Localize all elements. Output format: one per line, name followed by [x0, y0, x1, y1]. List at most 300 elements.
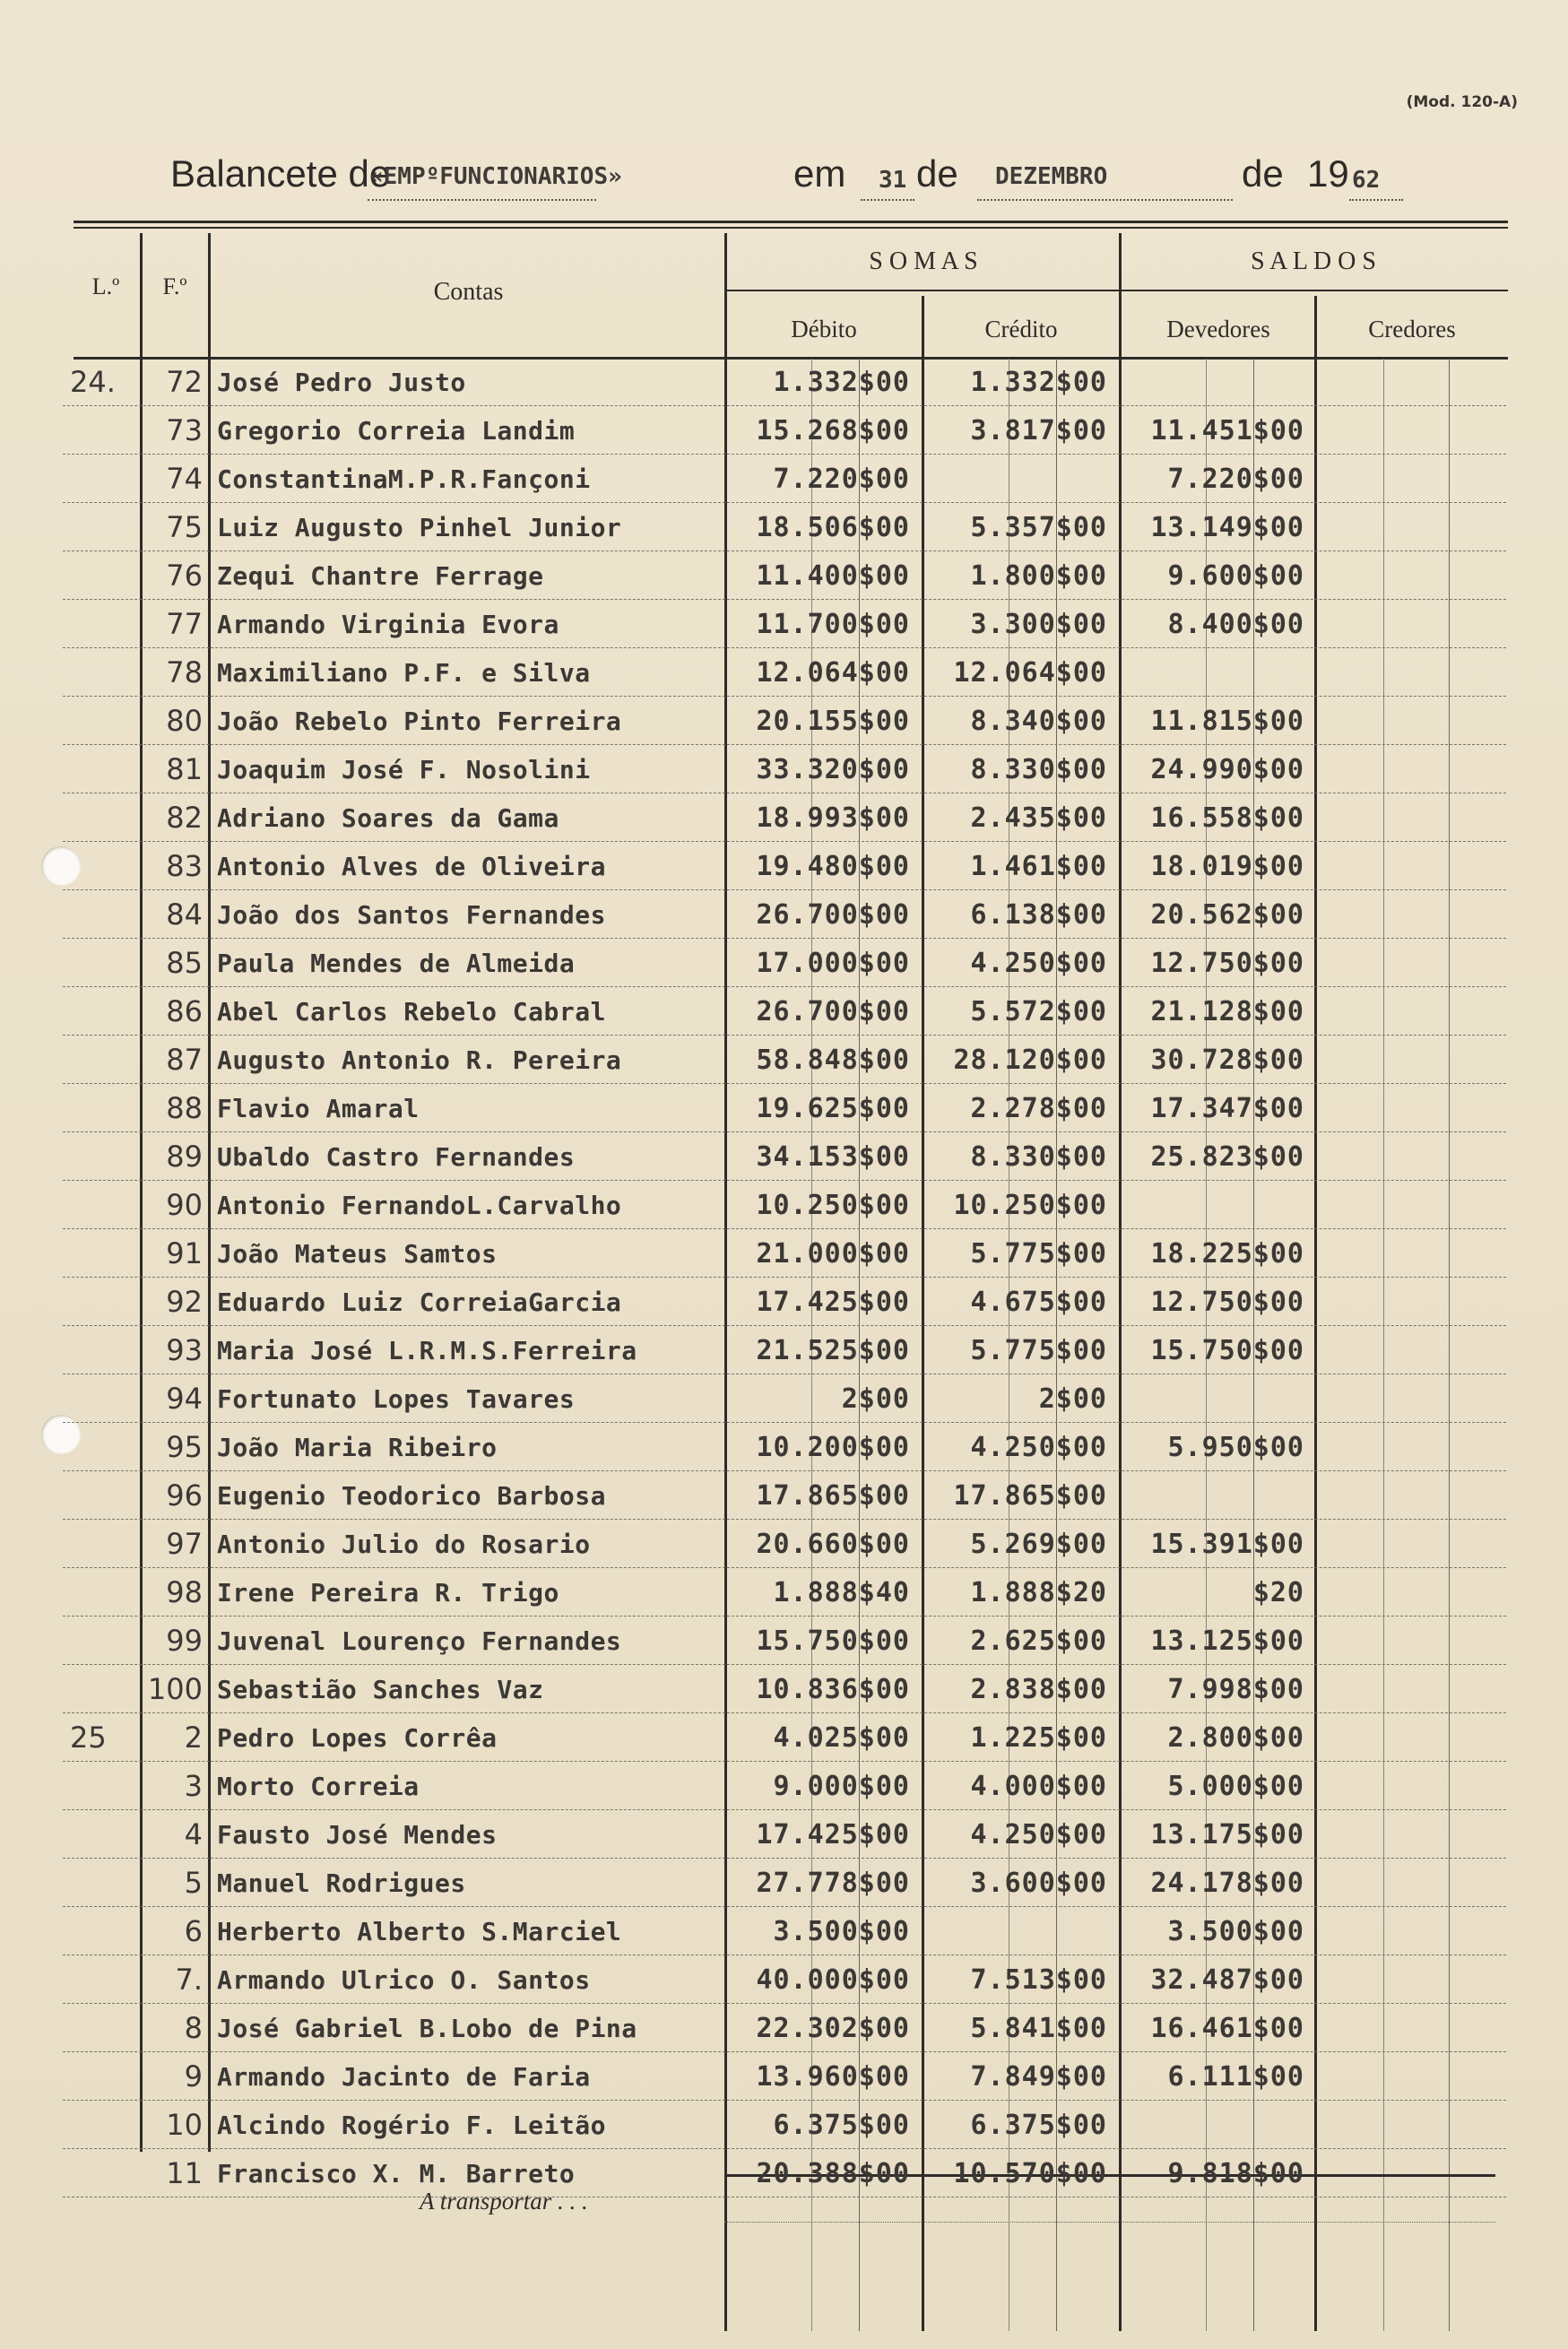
row-account-name: Morto Correia [217, 1772, 420, 1801]
row-livro [70, 940, 142, 987]
row-livro [70, 2102, 142, 2149]
account-name: «EMPºFUNCIONARIOS» [369, 163, 622, 190]
row-livro [70, 1085, 142, 1132]
col-devedores: Devedores [1166, 316, 1270, 342]
row-livro [70, 1859, 142, 1907]
row-rule [63, 889, 1506, 890]
ledger-row [0, 504, 1568, 551]
row-devedores: 6.111$00 [1167, 2061, 1304, 2093]
row-devedores: 32.487$00 [1150, 1964, 1304, 1996]
row-account-name: Juvenal Lourenço Fernandes [217, 1626, 622, 1656]
row-folha: 11 [166, 2156, 203, 2190]
row-credito: 1.332$00 [970, 367, 1107, 398]
row-folha: 94 [166, 1382, 203, 1416]
row-rule [63, 938, 1506, 939]
col-livro: L.º [91, 273, 120, 299]
ledger-row [0, 407, 1568, 455]
row-account-name: Eduardo Luiz CorreiaGarcia [217, 1287, 622, 1317]
row-folha: 73 [166, 413, 203, 447]
row-credito: 1.888$20 [970, 1577, 1107, 1608]
row-credito: 4.250$00 [970, 1819, 1107, 1851]
row-credito: 5.357$00 [970, 512, 1107, 543]
row-livro [70, 891, 142, 939]
row-debito: 26.700$00 [756, 996, 910, 1027]
row-debito: 1.888$40 [773, 1577, 910, 1608]
row-debito: 11.400$00 [756, 560, 910, 592]
row-devedores: 3.500$00 [1167, 1916, 1304, 1947]
row-folha: 82 [166, 801, 203, 835]
ledger-row [0, 794, 1568, 842]
row-account-name: Manuel Rodrigues [217, 1868, 466, 1898]
row-credito: 6.375$00 [970, 2110, 1107, 2141]
row-livro [70, 1763, 142, 1810]
row-account-name: José Pedro Justo [217, 368, 466, 397]
row-rule [63, 1131, 1506, 1132]
row-account-name: Francisco X. M. Barreto [217, 2159, 576, 2189]
row-rule [63, 2148, 1506, 2149]
row-debito: 4.025$00 [773, 1722, 910, 1754]
row-livro [70, 1617, 142, 1665]
ledger-row [0, 940, 1568, 987]
row-debito: 58.848$00 [756, 1044, 910, 1076]
row-folha: 86 [166, 994, 203, 1028]
form-code: (Mod. 120-A) [1406, 93, 1518, 111]
sheet-title [170, 152, 1425, 206]
row-account-name: Ubaldo Castro Fernandes [217, 1142, 576, 1172]
row-devedores: 9.818$00 [1167, 2158, 1304, 2189]
row-devedores: $20 [1252, 1577, 1304, 1608]
row-folha: 88 [166, 1091, 203, 1125]
row-livro [70, 1472, 142, 1520]
row-devedores: 12.750$00 [1150, 948, 1304, 979]
row-credito: 8.340$00 [970, 706, 1107, 737]
row-account-name: Adriano Soares da Gama [217, 803, 559, 833]
row-livro [70, 1956, 142, 2004]
row-devedores: 7.220$00 [1167, 464, 1304, 495]
col-somas: S O M A S [869, 247, 978, 275]
row-devedores: 13.149$00 [1150, 512, 1304, 543]
row-devedores: 21.128$00 [1150, 996, 1304, 1027]
ledger-row [0, 649, 1568, 697]
ledger-row [0, 988, 1568, 1036]
row-livro [70, 1569, 142, 1617]
row-debito: 13.960$00 [756, 2061, 910, 2093]
row-rule [63, 405, 1506, 406]
row-account-name: João Maria Ribeiro [217, 1433, 498, 1462]
row-devedores [1125, 359, 1304, 406]
row-debito: 2$00 [841, 1383, 910, 1415]
row-rule [63, 2051, 1506, 2052]
row-credito: 4.250$00 [970, 948, 1107, 979]
ledger-row [0, 552, 1568, 600]
row-debito: 17.000$00 [756, 948, 910, 979]
row-credito: 5.775$00 [970, 1238, 1107, 1270]
row-devedores: 20.562$00 [1150, 899, 1304, 931]
row-livro [70, 1666, 142, 1713]
ledger-row [0, 746, 1568, 793]
transport-label: A transportar . . . [420, 2188, 588, 2215]
row-credito: 5.269$00 [970, 1529, 1107, 1560]
row-rule [63, 1712, 1506, 1713]
row-livro [70, 504, 142, 551]
row-debito: 12.064$00 [756, 657, 910, 689]
row-account-name: Armando Virginia Evora [217, 610, 559, 639]
row-debito: 10.200$00 [756, 1432, 910, 1463]
row-devedores: 12.750$00 [1150, 1287, 1304, 1318]
row-rule [63, 841, 1506, 842]
row-debito: 40.000$00 [756, 1964, 910, 1996]
row-rule [63, 1809, 1506, 1810]
ledger-row [0, 1133, 1568, 1181]
row-folha: 89 [166, 1140, 203, 1174]
row-credito: 3.300$00 [970, 609, 1107, 640]
row-livro [70, 1375, 142, 1423]
row-debito: 10.836$00 [756, 1674, 910, 1705]
row-folha: 98 [166, 1575, 203, 1609]
row-devedores: 11.815$00 [1150, 706, 1304, 737]
ledger-row [0, 1036, 1568, 1084]
row-account-name: Antonio Alves de Oliveira [217, 852, 606, 881]
row-account-name: João dos Santos Fernandes [217, 900, 606, 930]
row-rule [63, 454, 1506, 455]
row-devedores: 9.600$00 [1167, 560, 1304, 592]
row-folha: 2 [184, 1721, 203, 1755]
row-devedores: 17.347$00 [1150, 1093, 1304, 1124]
row-devedores: 24.178$00 [1150, 1868, 1304, 1899]
row-credito: 2$00 [1038, 1383, 1107, 1415]
ledger-row [0, 1714, 1568, 1762]
row-livro [70, 698, 142, 745]
row-credito: 3.600$00 [970, 1868, 1107, 1899]
row-credito: 3.817$00 [970, 415, 1107, 446]
row-rule [63, 1616, 1506, 1617]
row-rule [63, 550, 1506, 551]
row-debito: 6.375$00 [773, 2110, 910, 2141]
row-devedores: 13.175$00 [1150, 1819, 1304, 1851]
row-debito: 34.153$00 [756, 1141, 910, 1173]
row-rule [63, 1567, 1506, 1568]
ledger-row [0, 843, 1568, 890]
row-debito: 17.425$00 [756, 1819, 910, 1851]
row-debito: 18.993$00 [756, 802, 910, 834]
ledger-row [0, 1279, 1568, 1326]
row-account-name: Irene Pereira R. Trigo [217, 1578, 559, 1608]
row-devedores: 15.391$00 [1150, 1529, 1304, 1560]
row-credito: 6.138$00 [970, 899, 1107, 931]
row-credito: 10.250$00 [953, 1190, 1107, 1221]
row-livro: 25 [70, 1721, 107, 1755]
row-folha: 93 [166, 1333, 203, 1367]
row-livro [70, 407, 142, 455]
row-folha: 97 [166, 1527, 203, 1561]
row-account-name: Armando Jacinto de Faria [217, 2062, 591, 2092]
ledger-row [0, 1811, 1568, 1859]
row-folha: 74 [166, 462, 203, 496]
row-devedores: 7.998$00 [1167, 1674, 1304, 1705]
row-rule [63, 1325, 1506, 1326]
row-devedores: 16.461$00 [1150, 2013, 1304, 2044]
row-devedores [1125, 1182, 1304, 1229]
row-livro [70, 1133, 142, 1181]
row-credito: 5.775$00 [970, 1335, 1107, 1366]
row-rule [63, 599, 1506, 600]
row-rule [63, 696, 1506, 697]
row-rule [63, 986, 1506, 987]
row-debito: 18.506$00 [756, 512, 910, 543]
row-livro [70, 1036, 142, 1084]
row-credito: 4.250$00 [970, 1432, 1107, 1463]
row-folha: 9 [184, 2059, 203, 2093]
row-rule [63, 502, 1506, 503]
title-month: DEZEMBRO [995, 163, 1108, 190]
row-devedores: 30.728$00 [1150, 1044, 1304, 1076]
row-devedores: 18.019$00 [1150, 851, 1304, 882]
title-em: em [793, 152, 846, 195]
row-credito: 2.278$00 [970, 1093, 1107, 1124]
row-credito: 5.841$00 [970, 2013, 1107, 2044]
row-credito: 4.675$00 [970, 1287, 1107, 1318]
ledger-row [0, 1085, 1568, 1132]
row-credito [928, 455, 1107, 503]
row-debito: 1.332$00 [773, 367, 910, 398]
title-de-2: de [1242, 152, 1284, 195]
row-account-name: ConstantinaM.P.R.Fançoni [217, 464, 591, 494]
row-rule [63, 1470, 1506, 1471]
row-folha: 3 [184, 1769, 203, 1803]
row-folha: 87 [166, 1043, 203, 1077]
ledger-row [0, 1956, 1568, 2004]
row-credito: 7.849$00 [970, 2061, 1107, 2093]
row-folha: 76 [166, 559, 203, 593]
row-credito [928, 1908, 1107, 1955]
row-folha: 6 [184, 1914, 203, 1948]
row-debito: 17.865$00 [756, 1480, 910, 1512]
row-livro [70, 794, 142, 842]
row-folha: 80 [166, 704, 203, 738]
row-rule [63, 744, 1506, 745]
row-credito: 7.513$00 [970, 1964, 1107, 1996]
row-devedores: 5.000$00 [1167, 1771, 1304, 1802]
row-livro [70, 2005, 142, 2052]
row-livro [70, 1424, 142, 1471]
row-debito: 33.320$00 [756, 754, 910, 785]
row-account-name: Fortunato Lopes Tavares [217, 1384, 576, 1414]
row-livro [70, 649, 142, 697]
ledger-row [0, 1182, 1568, 1229]
row-livro [70, 601, 142, 648]
row-account-name: Augusto Antonio R. Pereira [217, 1045, 622, 1075]
row-folha: 8 [184, 2011, 203, 2045]
row-devedores: 24.990$00 [1150, 754, 1304, 785]
ledger-row [0, 1908, 1568, 1955]
row-rule [63, 1858, 1506, 1859]
row-livro [70, 455, 142, 503]
row-debito: 27.778$00 [756, 1868, 910, 1899]
row-account-name: Antonio FernandoL.Carvalho [217, 1191, 622, 1220]
row-credito: 8.330$00 [970, 754, 1107, 785]
row-debito: 26.700$00 [756, 899, 910, 931]
row-devedores: 25.823$00 [1150, 1141, 1304, 1173]
row-account-name: Abel Carlos Rebelo Cabral [217, 997, 606, 1027]
row-debito: 9.000$00 [773, 1771, 910, 1802]
row-livro [70, 552, 142, 600]
ledger-row [0, 1327, 1568, 1374]
row-rule [63, 1906, 1506, 1907]
row-rule [63, 2003, 1506, 2004]
row-rule [63, 1228, 1506, 1229]
row-rule [63, 1761, 1506, 1762]
row-debito: 20.388$00 [756, 2158, 910, 2189]
row-account-name: Flavio Amaral [217, 1094, 420, 1123]
row-rule [63, 1180, 1506, 1181]
ledger-row [0, 1521, 1568, 1568]
col-debito: Débito [791, 316, 857, 342]
row-account-name: Sebastião Sanches Vaz [217, 1675, 544, 1704]
row-debito: 21.525$00 [756, 1335, 910, 1366]
ledger-row [0, 1617, 1568, 1665]
row-rule [63, 647, 1506, 648]
row-credito: 2.625$00 [970, 1625, 1107, 1657]
row-folha: 7. [175, 1963, 203, 1997]
row-debito: 20.660$00 [756, 1529, 910, 1560]
row-livro [70, 2053, 142, 2101]
ledger-row [0, 698, 1568, 745]
row-rule [63, 1083, 1506, 1084]
row-folha: 96 [166, 1478, 203, 1513]
row-livro [70, 1908, 142, 1955]
row-devedores: 13.125$00 [1150, 1625, 1304, 1657]
row-rule [63, 1664, 1506, 1665]
col-folha: F.º [162, 273, 187, 299]
row-debito: 20.155$00 [756, 706, 910, 737]
row-devedores [1125, 1375, 1304, 1423]
row-debito: 21.000$00 [756, 1238, 910, 1270]
row-debito: 22.302$00 [756, 2013, 910, 2044]
col-credito: Crédito [984, 316, 1058, 342]
row-debito: 10.250$00 [756, 1190, 910, 1221]
row-folha: 91 [166, 1236, 203, 1270]
row-debito: 7.220$00 [773, 464, 910, 495]
row-credito: 28.120$00 [953, 1044, 1107, 1076]
row-credito: 2.435$00 [970, 802, 1107, 834]
row-account-name: Joaquim José F. Nosolini [217, 755, 591, 784]
row-account-name: Paula Mendes de Almeida [217, 949, 576, 978]
row-debito: 17.425$00 [756, 1287, 910, 1318]
row-rule [63, 1277, 1506, 1278]
row-devedores: 2.800$00 [1167, 1722, 1304, 1754]
row-folha: 4 [184, 1817, 203, 1851]
row-account-name: Maximiliano P.F. e Silva [217, 658, 591, 688]
ledger-row [0, 2150, 1568, 2197]
row-account-name: Herberto Alberto S.Marciel [217, 1917, 622, 1946]
row-rule [63, 1035, 1506, 1036]
row-folha: 78 [166, 655, 203, 689]
col-contas: Contas [433, 278, 504, 306]
row-livro [70, 1230, 142, 1278]
col-saldos: S A L D O S [1251, 247, 1376, 275]
row-credito: 4.000$00 [970, 1771, 1107, 1802]
row-debito: 15.750$00 [756, 1625, 910, 1657]
row-credito: 2.838$00 [970, 1674, 1107, 1705]
row-devedores: 5.950$00 [1167, 1432, 1304, 1463]
row-folha: 84 [166, 897, 203, 932]
row-devedores: 18.225$00 [1150, 1238, 1304, 1270]
row-account-name: João Rebelo Pinto Ferreira [217, 706, 622, 736]
row-rule [63, 2100, 1506, 2101]
row-folha: 81 [166, 752, 203, 786]
row-account-name: Eugenio Teodorico Barbosa [217, 1481, 606, 1511]
title-year-prefix: 19 [1307, 152, 1349, 195]
row-folha: 85 [166, 946, 203, 980]
row-account-name: Maria José L.R.M.S.Ferreira [217, 1336, 637, 1365]
row-account-name: Gregorio Correia Landim [217, 416, 576, 446]
row-account-name: Antonio Julio do Rosario [217, 1530, 591, 1559]
row-account-name: Luiz Augusto Pinhel Junior [217, 513, 622, 542]
row-credito: 17.865$00 [953, 1480, 1107, 1512]
row-folha: 75 [166, 510, 203, 544]
row-credito: 1.225$00 [970, 1722, 1107, 1754]
title-de-1: de [916, 152, 958, 195]
row-account-name: Armando Ulrico O. Santos [217, 1965, 591, 1995]
row-folha: 90 [166, 1188, 203, 1222]
row-folha: 100 [147, 1672, 203, 1706]
row-debito: 3.500$00 [773, 1916, 910, 1947]
row-debito: 19.480$00 [756, 851, 910, 882]
ledger-row [0, 2053, 1568, 2101]
row-livro [70, 746, 142, 793]
row-folha: 72 [166, 365, 203, 399]
row-folha: 10 [166, 2108, 203, 2142]
row-livro [70, 843, 142, 890]
ledger-row [0, 2102, 1568, 2149]
row-livro [70, 1279, 142, 1326]
ledger-row [0, 601, 1568, 648]
title-day: 31 [879, 167, 907, 194]
row-folha: 77 [166, 607, 203, 641]
row-account-name: Fausto José Mendes [217, 1820, 498, 1850]
row-credito: 1.800$00 [970, 560, 1107, 592]
row-account-name: Alcindo Rogério F. Leitão [217, 2111, 606, 2140]
row-account-name: Pedro Lopes Corrêa [217, 1723, 498, 1753]
row-livro [70, 2150, 142, 2197]
row-livro: 24. [70, 365, 116, 399]
row-rule [63, 1422, 1506, 1423]
row-account-name: José Gabriel B.Lobo de Pina [217, 2014, 637, 2043]
row-livro [70, 1811, 142, 1859]
row-livro [70, 988, 142, 1036]
row-devedores: 15.750$00 [1150, 1335, 1304, 1366]
row-folha: 5 [184, 1866, 203, 1900]
row-credito: 1.461$00 [970, 851, 1107, 882]
row-devedores [1125, 649, 1304, 697]
row-folha: 99 [166, 1624, 203, 1658]
row-credito: 12.064$00 [953, 657, 1107, 689]
row-credito: 8.330$00 [970, 1141, 1107, 1173]
row-livro [70, 1521, 142, 1568]
ledger-row [0, 1472, 1568, 1520]
row-credito: 10.570$00 [953, 2158, 1107, 2189]
title-year-suffix: 62 [1352, 167, 1381, 194]
row-folha: 83 [166, 849, 203, 883]
row-devedores [1125, 1472, 1304, 1520]
ledger-row [0, 1569, 1568, 1617]
row-devedores: 8.400$00 [1167, 609, 1304, 640]
row-debito: 15.268$00 [756, 415, 910, 446]
row-devedores [1125, 2102, 1304, 2149]
title-prefix: Balancete de [170, 152, 391, 195]
ledger-row [0, 1375, 1568, 1423]
ledger-row [0, 2005, 1568, 2052]
